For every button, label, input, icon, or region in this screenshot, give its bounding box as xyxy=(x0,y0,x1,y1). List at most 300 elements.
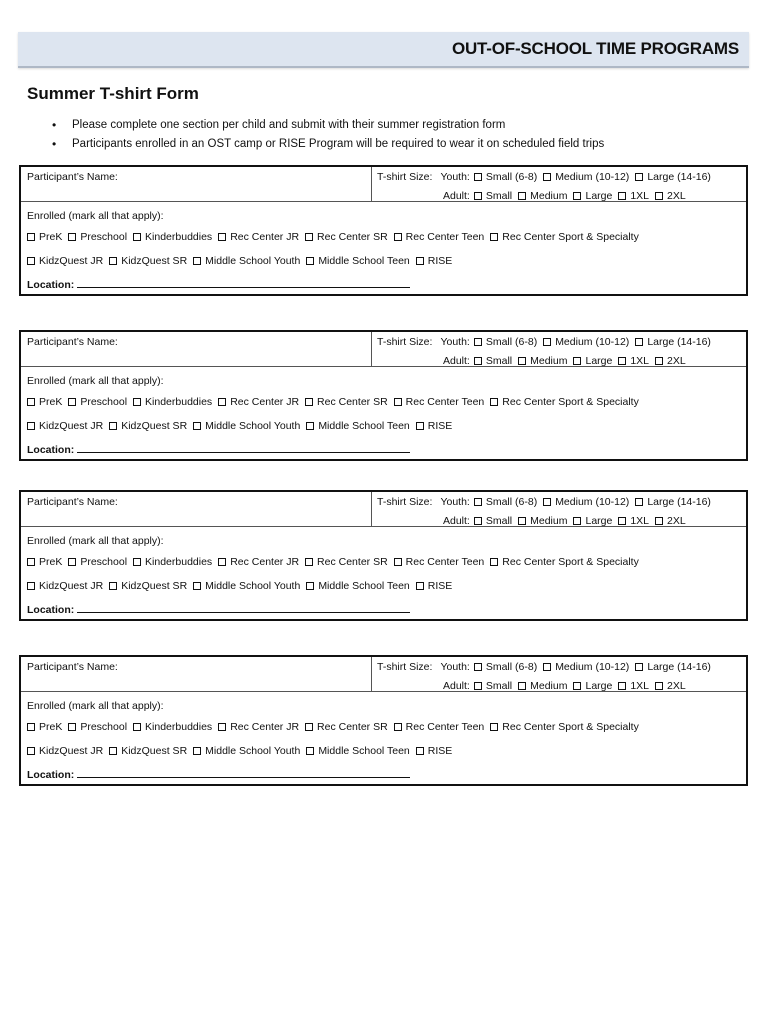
checkbox-icon[interactable] xyxy=(474,357,482,365)
programs-row-2 xyxy=(27,745,458,757)
tshirt-size-label: T-shirt Size: xyxy=(377,661,433,673)
participant-section xyxy=(19,165,748,296)
program-preschool-label: Preschool xyxy=(80,396,128,408)
checkbox-icon[interactable] xyxy=(618,517,626,525)
program-rec-center-sr-option[interactable] xyxy=(305,231,388,243)
checkbox-icon[interactable] xyxy=(416,422,424,430)
checkbox-icon[interactable] xyxy=(573,357,581,365)
tshirt-size-label: T-shirt Size: xyxy=(377,336,433,348)
tshirt-size-label: T-shirt Size: xyxy=(377,496,433,508)
programs-row-2 xyxy=(27,580,458,592)
adult-size-medium-option[interactable] xyxy=(518,515,567,527)
program-middle-school-youth-label: Middle School Youth xyxy=(205,420,301,432)
checkbox-icon[interactable] xyxy=(518,517,526,525)
checkbox-icon[interactable] xyxy=(474,338,482,346)
checkbox-icon[interactable] xyxy=(635,663,643,671)
youth-size-medium-10-12-option[interactable] xyxy=(543,496,629,508)
checkbox-icon[interactable] xyxy=(490,558,498,566)
programs-row-2 xyxy=(27,420,458,432)
adult-size-small-option[interactable] xyxy=(474,680,512,692)
youth-label: Youth: xyxy=(440,496,470,508)
youth-size-medium-10-12-option[interactable] xyxy=(543,336,629,348)
section-top-row xyxy=(21,332,746,367)
adult-size-2xl-label: 2XL xyxy=(667,355,686,367)
program-kidzquest-sr-label: KidzQuest SR xyxy=(121,745,188,757)
youth-size-large-14-16-label: Large (14-16) xyxy=(647,171,711,183)
program-middle-school-youth-label: Middle School Youth xyxy=(205,580,301,592)
program-kinderbuddies-option[interactable] xyxy=(133,556,212,568)
checkbox-icon[interactable] xyxy=(518,682,526,690)
program-kidzquest-sr-option[interactable] xyxy=(109,745,187,757)
checkbox-icon[interactable] xyxy=(416,582,424,590)
program-preschool-option[interactable] xyxy=(68,231,127,243)
program-rec-center-jr-label: Rec Center JR xyxy=(230,396,300,408)
program-prek-option[interactable] xyxy=(27,396,62,408)
program-rec-center-sport-specialty-option[interactable] xyxy=(490,721,639,733)
youth-size-medium-10-12-label: Medium (10-12) xyxy=(555,336,630,348)
program-middle-school-teen-label: Middle School Teen xyxy=(318,255,410,267)
adult-size-medium-option[interactable] xyxy=(518,680,567,692)
checkbox-icon[interactable] xyxy=(27,723,35,731)
adult-label: Adult: xyxy=(443,190,470,202)
youth-size-small-6-8-label: Small (6-8) xyxy=(485,496,538,508)
checkbox-icon[interactable] xyxy=(109,582,117,590)
adult-size-1xl-option[interactable] xyxy=(618,515,649,527)
youth-size-row xyxy=(377,496,717,508)
enrolled-label: Enrolled (mark all that apply): xyxy=(27,700,164,712)
checkbox-icon[interactable] xyxy=(394,233,402,241)
checkbox-icon[interactable] xyxy=(474,682,482,690)
program-rise-option[interactable] xyxy=(416,255,453,267)
checkbox-icon[interactable] xyxy=(27,233,35,241)
adult-size-row xyxy=(443,680,692,692)
adult-size-1xl-label: 1XL xyxy=(630,515,650,527)
program-rec-center-jr-label: Rec Center JR xyxy=(230,556,300,568)
program-rec-center-jr-option[interactable] xyxy=(218,231,299,243)
program-kidzquest-sr-option[interactable] xyxy=(109,255,187,267)
program-prek-label: PreK xyxy=(39,721,63,733)
page-header-title: OUT-OF-SCHOOL TIME PROGRAMS xyxy=(451,39,739,58)
location-label: Location: xyxy=(27,279,75,291)
programs-row-1 xyxy=(27,721,645,733)
program-middle-school-youth-option[interactable] xyxy=(193,255,300,267)
program-middle-school-youth-option[interactable] xyxy=(193,580,300,592)
program-rec-center-teen-option[interactable] xyxy=(394,396,485,408)
checkbox-icon[interactable] xyxy=(193,747,201,755)
program-prek-option[interactable] xyxy=(27,556,62,568)
checkbox-icon[interactable] xyxy=(474,517,482,525)
program-kinderbuddies-option[interactable] xyxy=(133,721,212,733)
checkbox-icon[interactable] xyxy=(27,558,35,566)
program-kidzquest-jr-option[interactable] xyxy=(27,255,103,267)
program-rise-label: RISE xyxy=(427,580,453,592)
instruction-item: • Participants enrolled in an OST camp or RISE Program will be required to wear it on scheduled field trips xyxy=(52,135,604,154)
checkbox-icon[interactable] xyxy=(543,498,551,506)
checkbox-icon[interactable] xyxy=(305,558,313,566)
checkbox-icon[interactable] xyxy=(68,558,76,566)
adult-size-1xl-option[interactable] xyxy=(618,190,649,202)
tshirt-size-label: T-shirt Size: xyxy=(377,171,433,183)
youth-size-large-14-16-label: Large (14-16) xyxy=(647,496,711,508)
program-middle-school-teen-label: Middle School Teen xyxy=(318,420,410,432)
youth-size-medium-10-12-label: Medium (10-12) xyxy=(555,171,630,183)
adult-size-large-label: Large xyxy=(585,680,613,692)
adult-size-large-option[interactable] xyxy=(573,515,612,527)
checkbox-icon[interactable] xyxy=(573,682,581,690)
adult-size-1xl-label: 1XL xyxy=(630,680,650,692)
program-rise-label: RISE xyxy=(427,420,453,432)
section-top-row xyxy=(21,657,746,692)
program-rise-option[interactable] xyxy=(416,420,453,432)
checkbox-icon[interactable] xyxy=(27,747,35,755)
adult-size-large-label: Large xyxy=(585,515,613,527)
tshirt-size-cell xyxy=(372,332,748,366)
program-preschool-option[interactable] xyxy=(68,556,127,568)
checkbox-icon[interactable] xyxy=(416,747,424,755)
program-rise-label: RISE xyxy=(427,255,453,267)
location-input-line[interactable] xyxy=(77,278,410,288)
adult-size-1xl-label: 1XL xyxy=(630,355,650,367)
checkbox-icon[interactable] xyxy=(618,192,626,200)
adult-size-1xl-label: 1XL xyxy=(630,190,650,202)
program-middle-school-teen-label: Middle School Teen xyxy=(318,580,410,592)
location-input-line[interactable] xyxy=(77,443,410,453)
program-kidzquest-sr-label: KidzQuest SR xyxy=(121,255,188,267)
adult-size-small-option[interactable] xyxy=(474,355,512,367)
checkbox-icon[interactable] xyxy=(68,723,76,731)
youth-size-medium-10-12-label: Medium (10-12) xyxy=(555,496,630,508)
checkbox-icon[interactable] xyxy=(543,663,551,671)
section-top-row xyxy=(21,492,746,527)
program-rise-option[interactable] xyxy=(416,745,453,757)
location-field xyxy=(27,443,410,456)
youth-label: Youth: xyxy=(440,171,470,183)
participant-name-field[interactable] xyxy=(21,657,372,691)
program-kidzquest-jr-label: KidzQuest JR xyxy=(39,255,104,267)
program-preschool-label: Preschool xyxy=(80,721,128,733)
program-kidzquest-sr-label: KidzQuest SR xyxy=(121,580,188,592)
checkbox-icon[interactable] xyxy=(68,233,76,241)
participant-name-label: Participant’s Name: xyxy=(27,336,118,348)
youth-size-row xyxy=(377,336,717,348)
checkbox-icon[interactable] xyxy=(474,498,482,506)
location-label: Location: xyxy=(27,769,75,781)
checkbox-icon[interactable] xyxy=(68,398,76,406)
checkbox-icon[interactable] xyxy=(490,723,498,731)
program-rec-center-jr-option[interactable] xyxy=(218,396,299,408)
location-field xyxy=(27,278,410,291)
section-top-row xyxy=(21,167,746,202)
location-input-line[interactable] xyxy=(77,603,410,613)
form-title: Summer T-shirt Form xyxy=(27,84,199,103)
program-kidzquest-jr-option[interactable] xyxy=(27,745,103,757)
checkbox-icon[interactable] xyxy=(193,582,201,590)
adult-size-1xl-option[interactable] xyxy=(618,680,649,692)
program-middle-school-youth-label: Middle School Youth xyxy=(205,745,301,757)
checkbox-icon[interactable] xyxy=(655,192,663,200)
program-rec-center-sport-specialty-option[interactable] xyxy=(490,396,639,408)
youth-size-medium-10-12-option[interactable] xyxy=(543,171,629,183)
location-label: Location: xyxy=(27,604,75,616)
program-kinderbuddies-label: Kinderbuddies xyxy=(145,231,213,243)
adult-size-1xl-option[interactable] xyxy=(618,355,649,367)
adult-size-2xl-option[interactable] xyxy=(655,190,686,202)
youth-size-small-6-8-label: Small (6-8) xyxy=(485,336,538,348)
program-rec-center-sport-specialty-option[interactable] xyxy=(490,231,639,243)
youth-size-small-6-8-option[interactable] xyxy=(474,336,537,348)
youth-size-large-14-16-label: Large (14-16) xyxy=(647,336,711,348)
youth-size-medium-10-12-label: Medium (10-12) xyxy=(555,661,630,673)
program-kidzquest-sr-option[interactable] xyxy=(109,420,187,432)
program-preschool-option[interactable] xyxy=(68,721,127,733)
program-kinderbuddies-label: Kinderbuddies xyxy=(145,556,213,568)
participant-name-label: Participant’s Name: xyxy=(27,661,118,673)
adult-size-large-option[interactable] xyxy=(573,190,612,202)
participant-name-label: Participant’s Name: xyxy=(27,171,118,183)
checkbox-icon[interactable] xyxy=(193,422,201,430)
youth-size-large-14-16-label: Large (14-16) xyxy=(647,661,711,673)
header-bar xyxy=(18,32,749,68)
participant-name-field[interactable] xyxy=(21,332,372,366)
checkbox-icon[interactable] xyxy=(27,422,35,430)
program-rec-center-sport-specialty-label: Rec Center Sport & Specialty xyxy=(502,396,639,408)
program-rec-center-teen-option[interactable] xyxy=(394,556,485,568)
program-kidzquest-jr-option[interactable] xyxy=(27,580,103,592)
checkbox-icon[interactable] xyxy=(305,398,313,406)
adult-size-2xl-label: 2XL xyxy=(667,680,686,692)
program-prek-label: PreK xyxy=(39,396,63,408)
program-kidzquest-jr-label: KidzQuest JR xyxy=(39,420,104,432)
adult-size-2xl-label: 2XL xyxy=(667,190,686,202)
youth-size-small-6-8-label: Small (6-8) xyxy=(485,661,538,673)
adult-size-medium-option[interactable] xyxy=(518,355,567,367)
adult-size-2xl-label: 2XL xyxy=(667,515,686,527)
adult-size-medium-option[interactable] xyxy=(518,190,567,202)
program-rec-center-jr-label: Rec Center JR xyxy=(230,231,300,243)
checkbox-icon[interactable] xyxy=(305,723,313,731)
program-middle-school-teen-label: Middle School Teen xyxy=(318,745,410,757)
checkbox-icon[interactable] xyxy=(218,558,226,566)
checkbox-icon[interactable] xyxy=(416,257,424,265)
instructions-list xyxy=(52,116,604,153)
checkbox-icon[interactable] xyxy=(474,663,482,671)
program-prek-label: PreK xyxy=(39,231,63,243)
youth-size-medium-10-12-option[interactable] xyxy=(543,661,629,673)
checkbox-icon[interactable] xyxy=(306,422,314,430)
program-preschool-option[interactable] xyxy=(68,396,127,408)
program-rec-center-sport-specialty-label: Rec Center Sport & Specialty xyxy=(502,556,639,568)
youth-size-small-6-8-option[interactable] xyxy=(474,171,537,183)
checkbox-icon[interactable] xyxy=(306,257,314,265)
youth-size-large-14-16-option[interactable] xyxy=(635,496,711,508)
youth-size-small-6-8-option[interactable] xyxy=(474,496,537,508)
adult-size-small-option[interactable] xyxy=(474,190,512,202)
program-rec-center-sr-label: Rec Center SR xyxy=(317,396,388,408)
program-rec-center-sport-specialty-label: Rec Center Sport & Specialty xyxy=(502,231,639,243)
program-middle-school-teen-option[interactable] xyxy=(306,255,409,267)
programs-row-1 xyxy=(27,231,645,243)
checkbox-icon[interactable] xyxy=(109,422,117,430)
program-rec-center-sport-specialty-label: Rec Center Sport & Specialty xyxy=(502,721,639,733)
checkbox-icon[interactable] xyxy=(394,723,402,731)
program-rec-center-jr-option[interactable] xyxy=(218,721,299,733)
adult-label: Adult: xyxy=(443,355,470,367)
checkbox-icon[interactable] xyxy=(655,682,663,690)
checkbox-icon[interactable] xyxy=(490,233,498,241)
enrolled-label: Enrolled (mark all that apply): xyxy=(27,375,164,387)
adult-size-large-option[interactable] xyxy=(573,680,612,692)
adult-size-row xyxy=(443,355,692,367)
youth-size-small-6-8-option[interactable] xyxy=(474,661,537,673)
program-rec-center-teen-label: Rec Center Teen xyxy=(405,556,485,568)
checkbox-icon[interactable] xyxy=(573,517,581,525)
program-middle-school-teen-option[interactable] xyxy=(306,745,409,757)
youth-size-large-14-16-option[interactable] xyxy=(635,336,711,348)
adult-size-large-label: Large xyxy=(585,190,613,202)
tshirt-size-cell xyxy=(372,657,748,691)
checkbox-icon[interactable] xyxy=(518,357,526,365)
location-input-line[interactable] xyxy=(77,768,410,778)
adult-size-medium-label: Medium xyxy=(530,190,568,202)
program-rec-center-jr-option[interactable] xyxy=(218,556,299,568)
checkbox-icon[interactable] xyxy=(133,233,141,241)
tshirt-size-cell xyxy=(372,492,748,526)
youth-size-large-14-16-option[interactable] xyxy=(635,171,711,183)
program-rec-center-teen-option[interactable] xyxy=(394,231,485,243)
program-middle-school-youth-option[interactable] xyxy=(193,745,300,757)
adult-size-medium-label: Medium xyxy=(530,515,568,527)
checkbox-icon[interactable] xyxy=(474,192,482,200)
checkbox-icon[interactable] xyxy=(27,257,35,265)
checkbox-icon[interactable] xyxy=(306,582,314,590)
youth-label: Youth: xyxy=(440,661,470,673)
checkbox-icon[interactable] xyxy=(655,517,663,525)
checkbox-icon[interactable] xyxy=(618,357,626,365)
checkbox-icon[interactable] xyxy=(394,558,402,566)
program-middle-school-youth-label: Middle School Youth xyxy=(205,255,301,267)
participant-name-field[interactable] xyxy=(21,492,372,526)
participant-name-label: Participant’s Name: xyxy=(27,496,118,508)
checkbox-icon[interactable] xyxy=(193,257,201,265)
checkbox-icon[interactable] xyxy=(655,357,663,365)
adult-size-small-option[interactable] xyxy=(474,515,512,527)
enrolled-label: Enrolled (mark all that apply): xyxy=(27,535,164,547)
youth-size-row xyxy=(377,171,717,183)
adult-size-2xl-option[interactable] xyxy=(655,355,686,367)
program-rec-center-teen-label: Rec Center Teen xyxy=(405,721,485,733)
checkbox-icon[interactable] xyxy=(635,173,643,181)
program-kinderbuddies-option[interactable] xyxy=(133,231,212,243)
location-field xyxy=(27,603,410,616)
program-rec-center-sr-option[interactable] xyxy=(305,396,388,408)
program-rise-option[interactable] xyxy=(416,580,453,592)
program-rec-center-sr-option[interactable] xyxy=(305,721,388,733)
program-prek-option[interactable] xyxy=(27,231,62,243)
checkbox-icon[interactable] xyxy=(518,192,526,200)
program-kinderbuddies-label: Kinderbuddies xyxy=(145,396,213,408)
checkbox-icon[interactable] xyxy=(490,398,498,406)
adult-size-large-label: Large xyxy=(585,355,613,367)
program-kidzquest-sr-option[interactable] xyxy=(109,580,187,592)
program-prek-label: PreK xyxy=(39,556,63,568)
adult-size-2xl-option[interactable] xyxy=(655,515,686,527)
adult-label: Adult: xyxy=(443,680,470,692)
participant-name-field[interactable] xyxy=(21,167,372,201)
program-rec-center-teen-option[interactable] xyxy=(394,721,485,733)
youth-size-row xyxy=(377,661,717,673)
checkbox-icon[interactable] xyxy=(305,233,313,241)
checkbox-icon[interactable] xyxy=(543,338,551,346)
checkbox-icon[interactable] xyxy=(109,747,117,755)
program-rec-center-sr-label: Rec Center SR xyxy=(317,231,388,243)
checkbox-icon[interactable] xyxy=(635,498,643,506)
checkbox-icon[interactable] xyxy=(218,233,226,241)
program-kidzquest-sr-label: KidzQuest SR xyxy=(121,420,188,432)
location-field xyxy=(27,768,410,781)
program-middle-school-teen-option[interactable] xyxy=(306,580,409,592)
checkbox-icon[interactable] xyxy=(27,582,35,590)
checkbox-icon[interactable] xyxy=(218,723,226,731)
checkbox-icon[interactable] xyxy=(133,398,141,406)
adult-label: Adult: xyxy=(443,515,470,527)
program-kinderbuddies-option[interactable] xyxy=(133,396,212,408)
youth-size-small-6-8-label: Small (6-8) xyxy=(485,171,538,183)
youth-label: Youth: xyxy=(440,336,470,348)
checkbox-icon[interactable] xyxy=(573,192,581,200)
location-label: Location: xyxy=(27,444,75,456)
program-rise-label: RISE xyxy=(427,745,453,757)
program-rec-center-sr-label: Rec Center SR xyxy=(317,556,388,568)
adult-size-small-label: Small xyxy=(485,355,513,367)
program-prek-option[interactable] xyxy=(27,721,62,733)
checkbox-icon[interactable] xyxy=(133,558,141,566)
checkbox-icon[interactable] xyxy=(218,398,226,406)
participant-section xyxy=(19,330,748,461)
adult-size-medium-label: Medium xyxy=(530,355,568,367)
checkbox-icon[interactable] xyxy=(635,338,643,346)
checkbox-icon[interactable] xyxy=(109,257,117,265)
checkbox-icon[interactable] xyxy=(394,398,402,406)
program-kidzquest-jr-option[interactable] xyxy=(27,420,103,432)
program-rec-center-teen-label: Rec Center Teen xyxy=(405,396,485,408)
program-rec-center-sport-specialty-option[interactable] xyxy=(490,556,639,568)
adult-size-large-option[interactable] xyxy=(573,355,612,367)
checkbox-icon[interactable] xyxy=(618,682,626,690)
checkbox-icon[interactable] xyxy=(474,173,482,181)
youth-size-large-14-16-option[interactable] xyxy=(635,661,711,673)
program-preschool-label: Preschool xyxy=(80,231,128,243)
adult-size-2xl-option[interactable] xyxy=(655,680,686,692)
program-middle-school-teen-option[interactable] xyxy=(306,420,409,432)
programs-row-1 xyxy=(27,396,645,408)
tshirt-size-cell xyxy=(372,167,748,201)
program-middle-school-youth-option[interactable] xyxy=(193,420,300,432)
adult-size-small-label: Small xyxy=(485,190,513,202)
participant-section xyxy=(19,490,748,621)
instruction-item: • Please complete one section per child and submit with their summer registration form xyxy=(52,116,604,135)
enrolled-label: Enrolled (mark all that apply): xyxy=(27,210,164,222)
checkbox-icon[interactable] xyxy=(543,173,551,181)
program-rec-center-sr-option[interactable] xyxy=(305,556,388,568)
checkbox-icon[interactable] xyxy=(133,723,141,731)
adult-size-row xyxy=(443,515,692,527)
program-preschool-label: Preschool xyxy=(80,556,128,568)
checkbox-icon[interactable] xyxy=(306,747,314,755)
adult-size-small-label: Small xyxy=(485,680,513,692)
checkbox-icon[interactable] xyxy=(27,398,35,406)
adult-size-small-label: Small xyxy=(485,515,513,527)
program-rec-center-jr-label: Rec Center JR xyxy=(230,721,300,733)
